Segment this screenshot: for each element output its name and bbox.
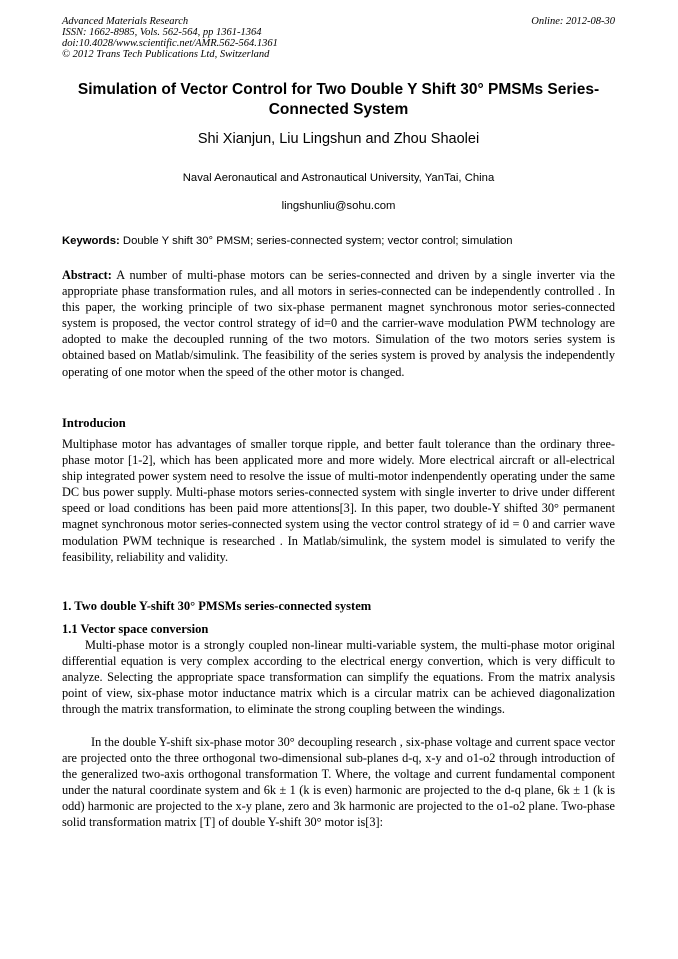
- keywords: [62, 234, 615, 248]
- section-1-1-paragraph-1: Multi-phase motor is a strongly coupled non-linear multi-variable system, the multi-phase motor original differential equation is very complex according to the electrical energy convertion, which is very difficult to analyze. Selecting the appropriate space transformation can simplify the equations. From the matrix analysis point of view, six-phase motor inductance matrix which is a circular matrix can be achieved diagonalization through the matrix transformation, to eliminate the strong coupling between the windings.: [62, 638, 615, 717]
- abstract: [62, 267, 615, 380]
- keywords-label: Keywords:: [62, 235, 120, 247]
- introduction-heading: Introducion: [62, 416, 126, 430]
- section-1-1-paragraph-2: In the double Y-shift six-phase motor 30° decoupling research , six-phase voltage and current space vector are projected onto the three orthogonal two-dimensional sub-planes d-q, x-y and o1-o2 through introduction of the generalized two-axis orthogonal transformation T. Where, the voltage and current fundamental component under the natural coordinate system and 6k ± 1 (k is even) harmonic are projected to the d-q plane, 6k ± 1 (k is odd) harmonic are projected to the x-y plane, zero and 3k harmonic are projected to the o1-o2 plane. Two-phase solid transformation matrix [T] of double Y-shift 30° motor is[3]:: [62, 735, 615, 830]
- contact-email: lingshunliu@sohu.com: [281, 200, 396, 212]
- introduction-text: Multiphase motor has advantages of smaller torque ripple, and better fault tolerance than the ordinary three-phase motor [1-2], which has been applicated more and more widely. More electrical aircraft or all-electrical ship integrated power system need to resolve the issue of multi-motor indenpendently operating under the same DC bus power supply. Multi-phase motors series-connected system with single inverter to drive under different speed or load conditions has been paid more attentions[3]. In this paper, two double-Y shifted 30° permanent magnet synchronous motor series-connected system using the vector control strategy of id = 0 and carrier wave modulation PWM technique is researched . In Matlab/simulink, the system model is simulated to verify the feasibility, reliability and validity.: [62, 437, 615, 564]
- journal-header: [62, 16, 278, 60]
- section-1-1-heading: 1.1 Vector space conversion: [62, 622, 209, 636]
- section-1-heading: 1. Two double Y-shift 30° PMSMs series-connected system: [62, 599, 372, 613]
- journal-name: Advanced Materials Research: [62, 16, 189, 27]
- doi-line: doi:10.4028/www.scientific.net/AMR.562-564.1361: [62, 38, 278, 49]
- copyright-line: © 2012 Trans Tech Publications Ltd, Switzerland: [62, 49, 270, 60]
- affiliation: Naval Aeronautical and Astronautical University, YanTai, China: [182, 172, 495, 184]
- author-list: Shi Xianjun, Liu Lingshun and Zhou Shaolei: [197, 131, 480, 147]
- issn-line: ISSN: 1662-8985, Vols. 562-564, pp 1361-1364: [62, 27, 262, 38]
- abstract-text: A number of multi-phase motors can be series-connected and driven by a single inverter via the appropriate phase transformation rules, and all motors in series-connected can be independently controlled . In this paper, the working principle of two six-phase permanent magnet synchronous motor series-connected system is proposed, the vector control strategy of id=0 and the carrier-wave modulation PWM technology are adopted to make the decoupled running of the two motors. Simulation of the two motors series system is obtained based on Matlab/simulink. The feasibility of the series system is proved by analysis the independently operating of one motor when the speed of the other motor is changed.: [62, 268, 615, 379]
- online-date: Online: 2012-08-30: [531, 16, 615, 27]
- paper-title: Simulation of Vector Control for Two Double Y Shift 30° PMSMs Series-Connected System: [77, 81, 600, 118]
- abstract-label: Abstract:: [62, 268, 112, 282]
- keywords-text: Double Y shift 30° PMSM; series-connected system; vector control; simulation: [122, 235, 513, 247]
